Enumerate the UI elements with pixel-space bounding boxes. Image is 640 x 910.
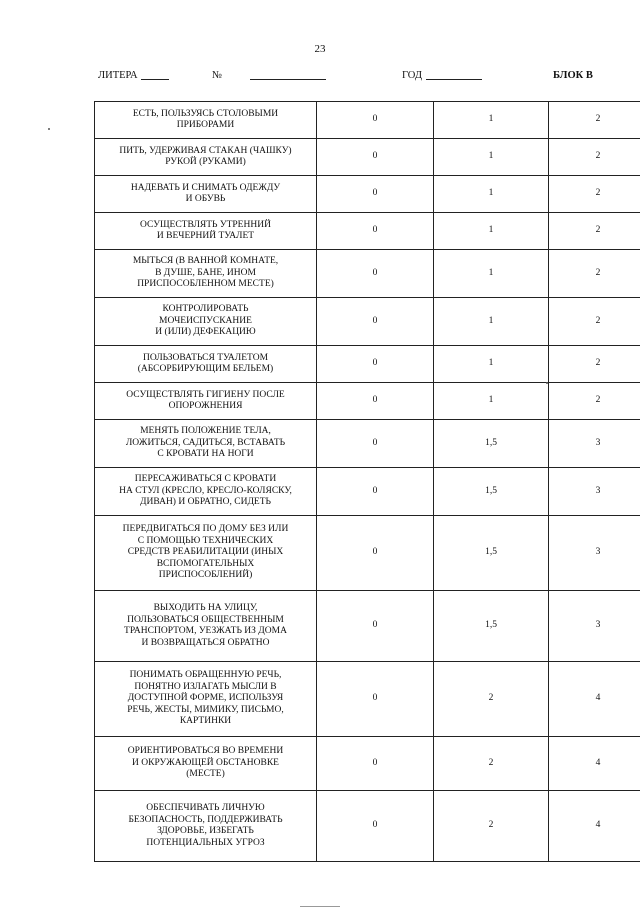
table-row [95, 591, 640, 662]
score-cell[interactable]: 0 [317, 662, 434, 737]
description-line: ПОЛЬЗОВАТЬСЯ ОБЩЕСТВЕННЫМ [127, 614, 284, 625]
ability-description [95, 213, 317, 250]
bottom-edge-line [300, 906, 340, 907]
description-line: ДИВАН) И ОБРАТНО, СИДЕТЬ [140, 497, 271, 508]
ability-description [95, 139, 317, 176]
description-line: ЗДОРОВЬЕ, ИЗБЕГАТЬ [157, 826, 254, 836]
score-cell[interactable]: 0 [317, 791, 434, 862]
litera-field[interactable] [141, 79, 169, 80]
description-line: БЕЗОПАСНОСТЬ, ПОДДЕРЖИВАТЬ [128, 814, 283, 825]
score-cell[interactable]: 2 [434, 791, 549, 862]
description-line: ПРИБОРАМИ [176, 120, 235, 130]
description-line: ОПОРОЖНЕНИЯ [168, 401, 243, 411]
description-line: ПИТЬ, УДЕРЖИВАЯ СТАКАН (ЧАШКУ) [119, 145, 292, 156]
table-row [95, 468, 640, 516]
table-row [95, 213, 640, 250]
description-line: МОЧЕИСПУСКАНИЕ [159, 315, 252, 326]
description-line: ОСУЩЕСТВЛЯТЬ УТРЕННИЙ [140, 219, 271, 230]
score-cell[interactable]: 0 [317, 468, 434, 516]
description-line: И (ИЛИ) ДЕФЕКАЦИЮ [155, 327, 256, 338]
description-line: ПЕРЕСАЖИВАТЬСЯ С КРОВАТИ [134, 474, 277, 485]
score-cell[interactable]: 4 [549, 662, 640, 737]
ability-description [95, 662, 317, 737]
table-row [95, 176, 640, 213]
table-row [95, 346, 640, 383]
score-cell[interactable]: 1,5 [434, 591, 549, 662]
description-line: ОБЕСПЕЧИВАТЬ ЛИЧНУЮ [146, 803, 265, 813]
description-line: С ПОМОЩЬЮ ТЕХНИЧЕСКИХ [137, 535, 274, 546]
number-label: № [212, 70, 223, 81]
score-cell[interactable]: 3 [549, 591, 640, 662]
score-cell[interactable]: 0 [317, 591, 434, 662]
score-cell[interactable]: 3 [549, 516, 640, 591]
score-cell[interactable]: 1 [434, 102, 549, 139]
description-line: СРЕДСТВ РЕАБИЛИТАЦИИ (ИНЫХ [127, 547, 284, 558]
description-line: ПОНЯТНО ИЗЛАГАТЬ МЫСЛИ В [134, 681, 277, 692]
description-line: ПОТЕНЦИАЛЬНЫХ УГРОЗ [146, 837, 265, 848]
number-field[interactable] [250, 79, 326, 80]
table-row [95, 791, 640, 862]
score-cell[interactable]: 0 [317, 346, 434, 383]
description-line: ЛОЖИТЬСЯ, САДИТЬСЯ, ВСТАВАТЬ [125, 437, 286, 448]
description-line: КОНТРОЛИРОВАТЬ [162, 304, 249, 315]
ability-description [95, 516, 317, 591]
score-cell[interactable]: 4 [549, 737, 640, 791]
description-line: И ОКРУЖАЮЩЕЙ ОБСТАНОВКЕ [132, 757, 279, 768]
description-line: НА СТУЛ (КРЕСЛО, КРЕСЛО-КОЛЯСКУ, [119, 485, 292, 496]
ability-description [95, 298, 317, 346]
score-cell[interactable]: 0 [317, 420, 434, 468]
score-cell[interactable]: 1 [434, 383, 549, 420]
score-cell[interactable]: 2 [549, 102, 640, 139]
description-line: (АБСОРБИРУЮЩИМ БЕЛЬЕМ) [137, 364, 274, 374]
score-cell[interactable]: 1,5 [434, 516, 549, 591]
scan-artifact [546, 382, 548, 384]
score-cell[interactable]: 1,5 [434, 468, 549, 516]
ability-description [95, 737, 317, 791]
description-line: ЕСТЬ, ПОЛЬЗУЯСЬ СТОЛОВЫМИ [132, 108, 279, 119]
description-line: ДОСТУПНОЙ ФОРМЕ, ИСПОЛЬЗУЯ [127, 693, 284, 704]
description-line: НАДЕВАТЬ И СНИМАТЬ ОДЕЖДУ [130, 182, 281, 193]
ability-description [95, 383, 317, 420]
score-cell[interactable]: 1 [434, 213, 549, 250]
ability-description [95, 591, 317, 662]
ability-description [95, 791, 317, 862]
table-row [95, 139, 640, 176]
description-line: И ВЕЧЕРНИЙ ТУАЛЕТ [156, 231, 255, 241]
description-line: ОРИЕНТИРОВАТЬСЯ ВО ВРЕМЕНИ [127, 746, 284, 757]
year-label: ГОД [402, 70, 423, 81]
description-line: ПОНИМАТЬ ОБРАЩЕННУЮ РЕЧЬ, [129, 670, 282, 681]
description-line: РЕЧЬ, ЖЕСТЫ, МИМИКУ, ПИСЬМО, [127, 704, 284, 715]
description-line: ТРАНСПОРТОМ, УЕЗЖАТЬ ИЗ ДОМА [124, 626, 287, 636]
table-row [95, 662, 640, 737]
description-line: ПРИСПОСОБЛЕНИЙ) [158, 570, 253, 581]
score-cell[interactable]: 1 [434, 139, 549, 176]
score-cell[interactable]: 3 [549, 468, 640, 516]
score-cell[interactable]: 0 [317, 213, 434, 250]
ability-description [95, 468, 317, 516]
table-row [95, 383, 640, 420]
score-cell[interactable]: 0 [317, 176, 434, 213]
year-field[interactable] [426, 79, 482, 80]
score-cell[interactable]: 4 [549, 791, 640, 862]
score-cell[interactable]: 2 [549, 346, 640, 383]
description-line: В ДУШЕ, БАНЕ, ИНОМ [155, 267, 256, 278]
score-cell[interactable]: 2 [549, 250, 640, 298]
score-cell[interactable]: 2 [434, 662, 549, 737]
description-line: ПОЛЬЗОВАТЬСЯ ТУАЛЕТОМ [142, 352, 269, 363]
score-cell[interactable]: 0 [317, 737, 434, 791]
score-cell[interactable]: 0 [317, 139, 434, 176]
document-header [0, 70, 640, 86]
litera-label: ЛИТЕРА [98, 70, 138, 81]
score-cell[interactable]: 0 [317, 383, 434, 420]
description-line: ОСУЩЕСТВЛЯТЬ ГИГИЕНУ ПОСЛЕ [126, 389, 285, 400]
table-row [95, 298, 640, 346]
description-line: ПРИСПОСОБЛЕННОМ МЕСТЕ) [137, 279, 274, 290]
description-line: РУКОЙ (РУКАМИ) [165, 157, 246, 167]
score-cell[interactable]: 1 [434, 250, 549, 298]
table-row [95, 516, 640, 591]
score-cell[interactable]: 0 [317, 298, 434, 346]
description-line: ВСПОМОГАТЕЛЬНЫХ [156, 558, 255, 569]
description-line: И ВОЗВРАЩАТЬСЯ ОБРАТНО [141, 637, 270, 648]
description-line: (МЕСТЕ) [186, 769, 225, 780]
table-row [95, 737, 640, 791]
table-row [95, 420, 640, 468]
description-line: МЕНЯТЬ ПОЛОЖЕНИЕ ТЕЛА, [140, 426, 271, 437]
description-line: ПЕРЕДВИГАТЬСЯ ПО ДОМУ БЕЗ ИЛИ [122, 524, 289, 535]
score-cell[interactable]: 1 [434, 346, 549, 383]
description-line: ВЫХОДИТЬ НА УЛИЦУ, [153, 603, 258, 613]
ability-description [95, 250, 317, 298]
block-label: БЛОК В [553, 70, 593, 81]
score-cell[interactable]: 1 [434, 298, 549, 346]
score-cell[interactable]: 3 [549, 420, 640, 468]
ability-table [94, 101, 640, 862]
score-cell[interactable]: 2 [549, 383, 640, 420]
page-number: 23 [314, 43, 326, 55]
score-cell[interactable]: 2 [549, 213, 640, 250]
score-cell[interactable]: 2 [549, 176, 640, 213]
ability-description [95, 420, 317, 468]
score-cell[interactable]: 0 [317, 102, 434, 139]
table-row [95, 102, 640, 139]
score-cell[interactable]: 1,5 [434, 420, 549, 468]
score-cell[interactable]: 1 [434, 176, 549, 213]
score-cell[interactable]: 2 [549, 139, 640, 176]
ability-description [95, 176, 317, 213]
score-cell[interactable]: 0 [317, 250, 434, 298]
scan-artifact [48, 128, 50, 130]
description-line: МЫТЬСЯ (В ВАННОЙ КОМНАТЕ, [132, 256, 279, 267]
description-line: С КРОВАТИ НА НОГИ [157, 449, 254, 460]
score-cell[interactable]: 2 [434, 737, 549, 791]
ability-description [95, 346, 317, 383]
score-cell[interactable]: 0 [317, 516, 434, 591]
table-row [95, 250, 640, 298]
description-line: И ОБУВЬ [185, 194, 226, 204]
description-line: КАРТИНКИ [179, 716, 232, 727]
ability-description [95, 102, 317, 139]
score-cell[interactable]: 2 [549, 298, 640, 346]
